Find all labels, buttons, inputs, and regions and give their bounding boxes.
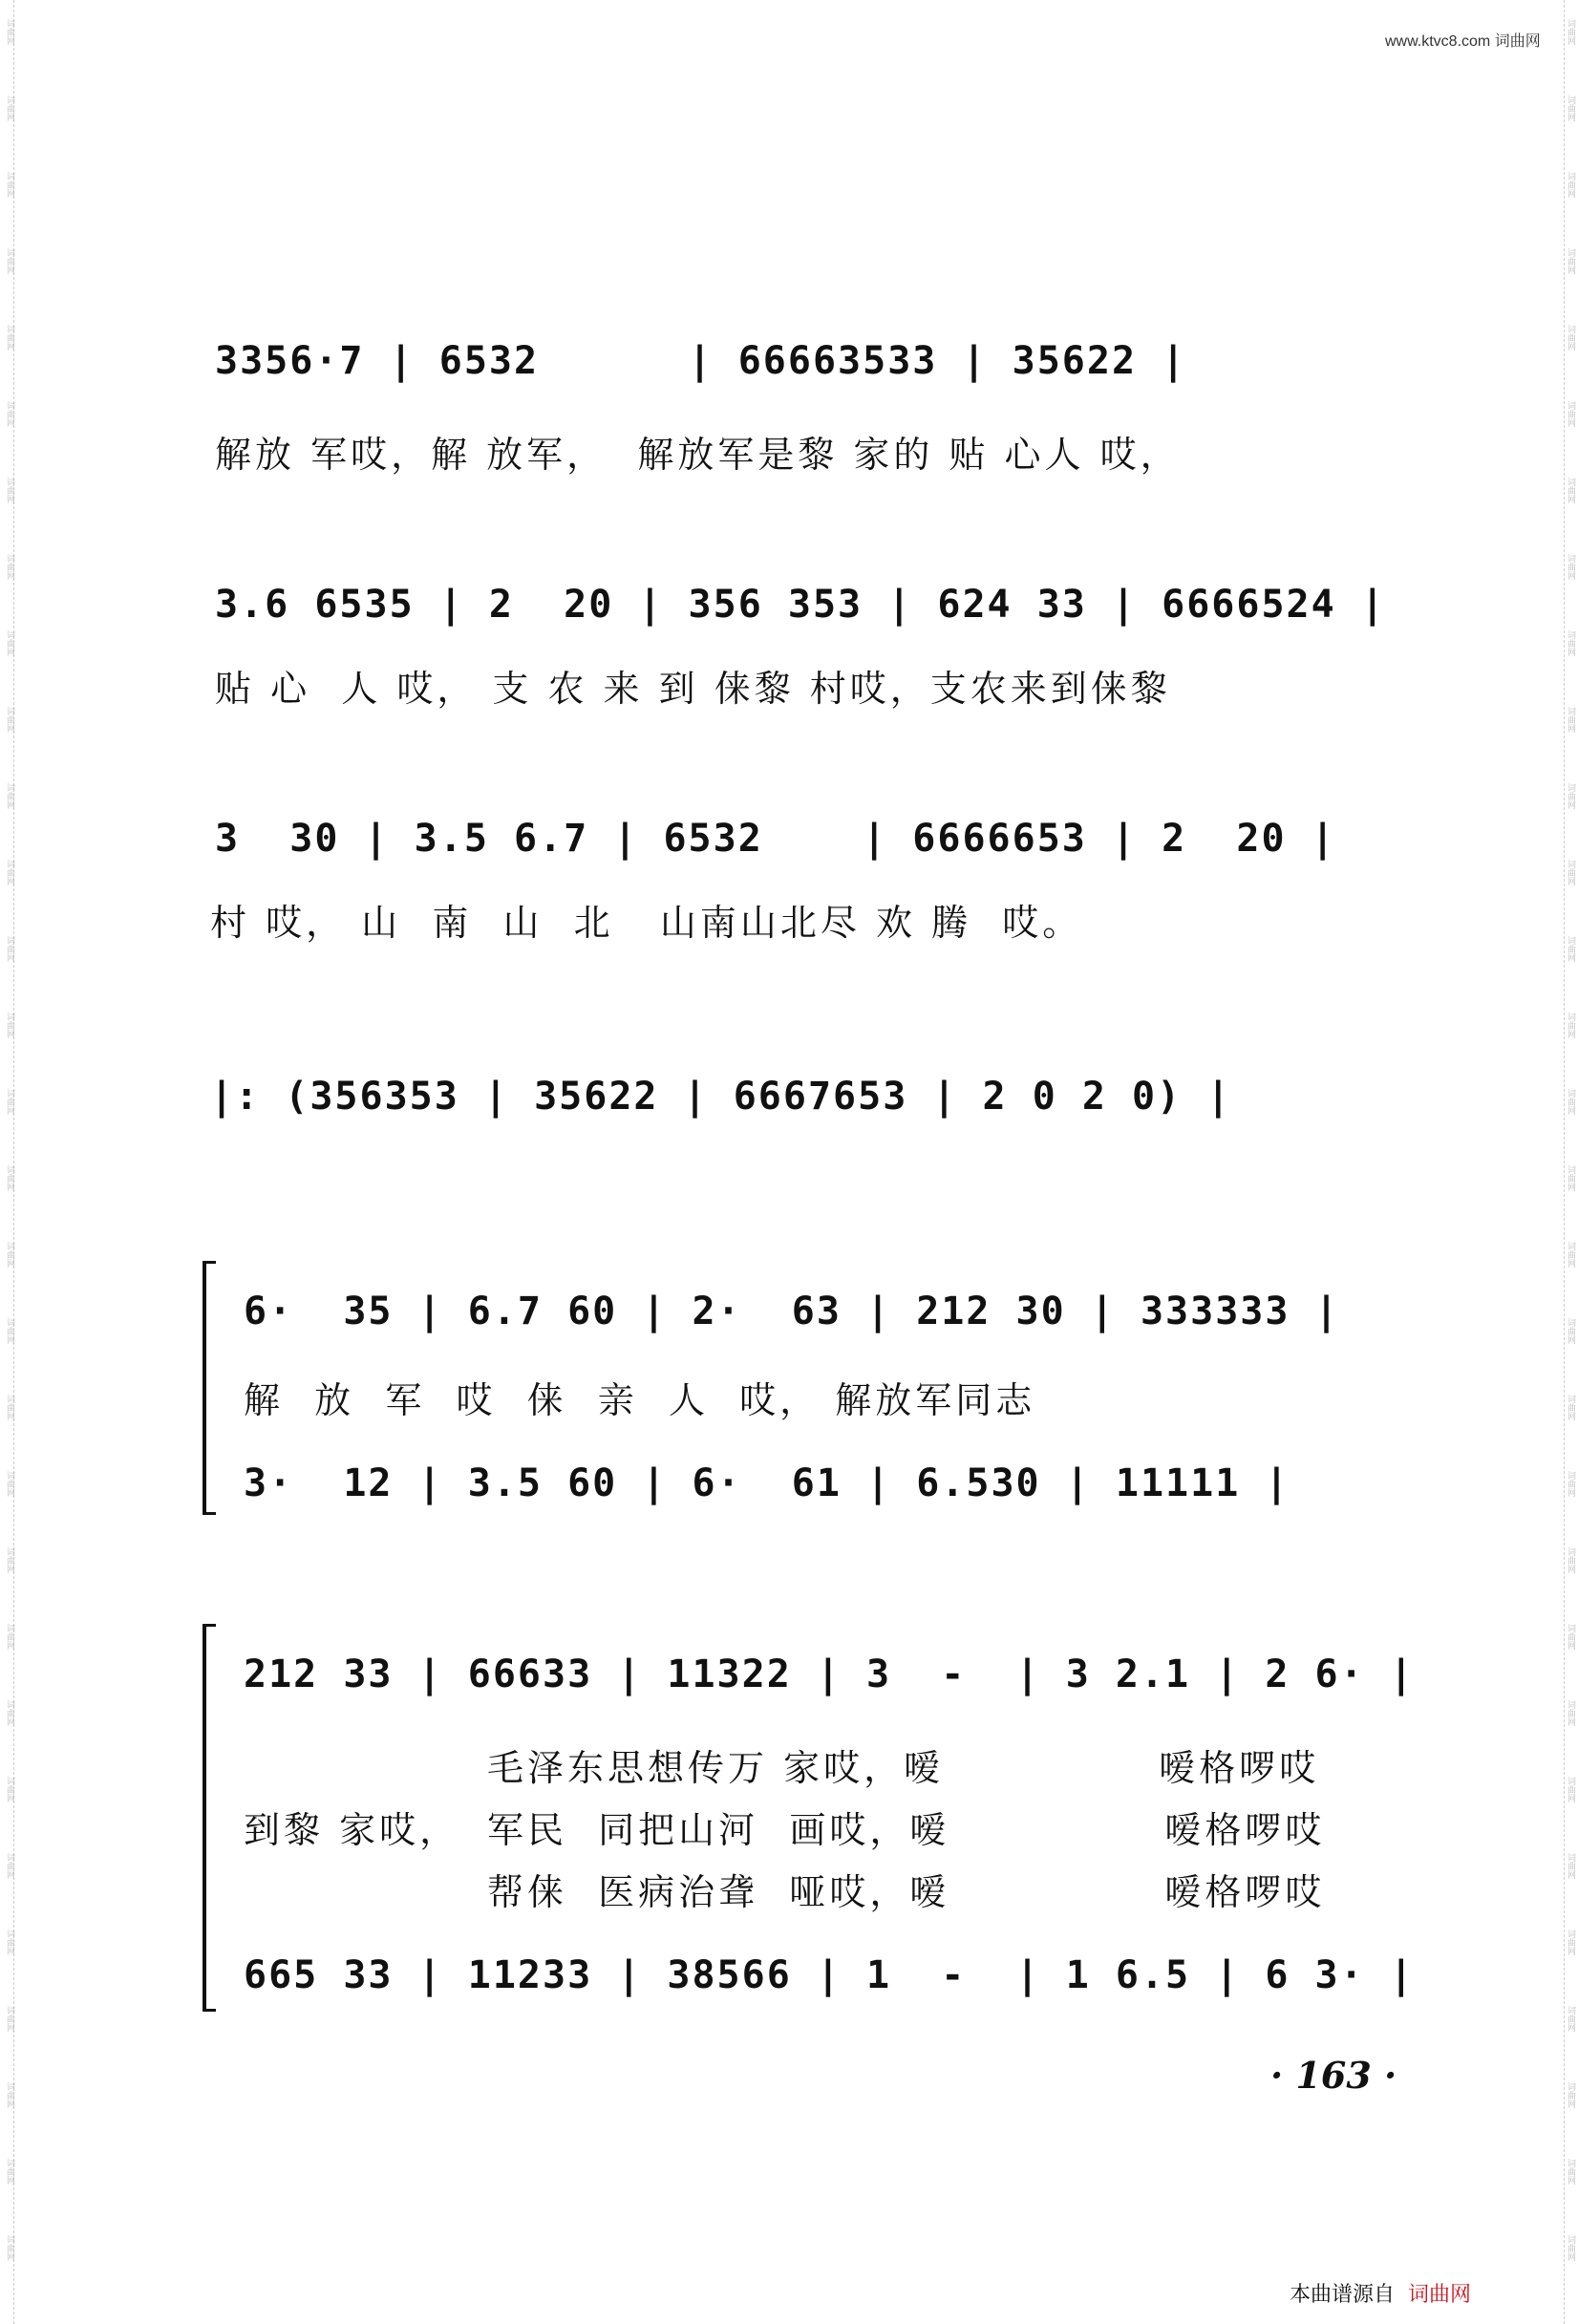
side-watermark-text: 词曲网: [5, 1700, 14, 1726]
side-watermark-text: 词曲网: [5, 1395, 14, 1420]
side-watermark-text: 词曲网: [5, 707, 14, 733]
verse-2: 军民 同把山河 画哎，嗳 嗳格啰哎: [487, 1809, 1326, 1851]
side-watermark-text: 词曲网: [5, 1242, 14, 1268]
notation-line-6: 3· 12 | 3.5 60 | 6· 61 | 6.530 | 11111 |: [244, 1461, 1290, 1505]
watermark-top: www.ktvc8.com 词曲网: [1385, 33, 1541, 50]
side-watermark-text: 词曲网: [1566, 2006, 1575, 2032]
side-watermark-text: 词曲网: [5, 783, 14, 809]
side-watermark-text: 词曲网: [1566, 554, 1575, 580]
side-watermark-text: 词曲网: [1566, 248, 1575, 274]
side-watermark-text: 词曲网: [1566, 325, 1575, 351]
side-watermark-text: 词曲网: [1566, 2159, 1575, 2185]
verse-1: 毛泽东思想传万 家哎，嗳 嗳格啰哎: [487, 1747, 1320, 1789]
side-watermark-text: 词曲网: [5, 1547, 14, 1573]
notation-line-8: 665 33 | 11233 | 38566 | 1 - | 1 6.5 | 6 3· |: [244, 1953, 1415, 1997]
side-watermark-text: 词曲网: [1566, 1165, 1575, 1191]
notation-line-1: 3356·7 | 6532 | 66663533 | 35622 |: [215, 339, 1187, 383]
side-watermark-text: 词曲网: [5, 248, 14, 274]
side-watermark-text: 词曲网: [5, 1930, 14, 1955]
verse-prefix: 到黎 家哎，: [244, 1809, 460, 1851]
side-watermark-text: 词曲网: [1566, 936, 1575, 962]
side-watermark-text: 词曲网: [5, 2235, 14, 2261]
left-watermark-strip: [4, 0, 14, 2324]
system-brace-a: [203, 1261, 216, 1515]
side-watermark-text: 词曲网: [5, 630, 14, 656]
notation-line-4: |: (356353 | 35622 | 6667653 | 2 0 2 0) |: [210, 1075, 1232, 1119]
side-watermark-text: 词曲网: [1566, 783, 1575, 809]
side-watermark-text: 词曲网: [5, 19, 14, 45]
side-watermark-text: 词曲网: [1566, 1853, 1575, 1879]
source-attribution: [1290, 2278, 1471, 2308]
side-watermark-text: 词曲网: [1566, 401, 1575, 427]
side-watermark-text: 词曲网: [1566, 172, 1575, 198]
side-watermark-text: 词曲网: [5, 1471, 14, 1497]
side-watermark-text: 词曲网: [5, 401, 14, 427]
side-watermark-text: 词曲网: [5, 1318, 14, 1344]
side-watermark-text: 词曲网: [1566, 96, 1575, 121]
side-watermark-text: 词曲网: [5, 478, 14, 503]
side-watermark-text: 词曲网: [1566, 1395, 1575, 1420]
side-watermark-text: 词曲网: [1566, 2082, 1575, 2108]
lyrics-line-5: 解 放 军 哎 俫 亲 人 哎， 解放军同志: [244, 1379, 1036, 1421]
side-watermark-text: 词曲网: [1566, 707, 1575, 733]
lyrics-line-3: 村 哎， 山 南 山 北 山南山北尽 欢 腾 哎。: [210, 902, 1083, 944]
side-watermark-text: 词曲网: [1566, 1089, 1575, 1115]
notation-line-7: 212 33 | 66633 | 11322 | 3 - | 3 2.1 | 2 6· |: [244, 1652, 1415, 1696]
side-watermark-text: 词曲网: [5, 325, 14, 351]
side-watermark-text: 词曲网: [1566, 2235, 1575, 2261]
side-watermark-text: 词曲网: [5, 2006, 14, 2032]
side-watermark-text: 词曲网: [1566, 1930, 1575, 1955]
side-watermark-text: 词曲网: [1566, 1471, 1575, 1497]
source-brand-link[interactable]: 词曲网: [1408, 2282, 1472, 2306]
side-watermark-text: 词曲网: [5, 1624, 14, 1650]
side-watermark-text: 词曲网: [5, 1853, 14, 1879]
notation-line-3: 3 30 | 3.5 6.7 | 6532 | 6666653 | 2 20 |: [215, 817, 1336, 861]
side-watermark-text: 词曲网: [5, 1777, 14, 1802]
side-watermark-text: 词曲网: [5, 936, 14, 962]
side-watermark-text: 词曲网: [5, 860, 14, 885]
side-watermark-text: 词曲网: [1566, 19, 1575, 45]
source-label: 本曲谱源自: [1290, 2282, 1396, 2306]
side-watermark-text: 词曲网: [1566, 1013, 1575, 1038]
side-watermark-text: 词曲网: [5, 2159, 14, 2185]
lyrics-line-1: 解放 军哎，解 放军， 解放军是黎 家的 贴 心人 哎，: [215, 434, 1181, 476]
side-watermark-text: 词曲网: [1566, 1700, 1575, 1726]
side-watermark-text: 词曲网: [1566, 630, 1575, 656]
side-watermark-text: 词曲网: [5, 1165, 14, 1191]
verse-3: 帮俫 医病治聋 哑哎，嗳 嗳格啰哎: [487, 1871, 1326, 1913]
side-watermark-text: 词曲网: [5, 96, 14, 121]
system-brace-b: [203, 1624, 216, 2012]
side-watermark-text: 词曲网: [5, 1013, 14, 1038]
lyrics-line-2: 贴 心 人 哎， 支 农 来 到 俫黎 村哎，支农来到俫黎: [215, 668, 1171, 710]
side-watermark-text: 词曲网: [1566, 1777, 1575, 1802]
side-watermark-text: 词曲网: [1566, 1318, 1575, 1344]
side-watermark-text: 词曲网: [5, 172, 14, 198]
side-watermark-text: 词曲网: [1566, 478, 1575, 503]
side-watermark-text: 词曲网: [5, 1089, 14, 1115]
side-watermark-text: 词曲网: [5, 2082, 14, 2108]
notation-line-2: 3.6 6535 | 2 20 | 356 353 | 624 33 | 6666524 |: [215, 583, 1386, 627]
notation-line-5: 6· 35 | 6.7 60 | 2· 63 | 212 30 | 333333 |: [244, 1290, 1340, 1333]
side-watermark-text: 词曲网: [1566, 1547, 1575, 1573]
right-watermark-strip: [1564, 0, 1574, 2324]
side-watermark-text: 词曲网: [1566, 860, 1575, 885]
side-watermark-text: 词曲网: [5, 554, 14, 580]
side-watermark-text: 词曲网: [1566, 1624, 1575, 1650]
page-number: · 163 ·: [1270, 2054, 1397, 2097]
side-watermark-text: 词曲网: [1566, 1242, 1575, 1268]
